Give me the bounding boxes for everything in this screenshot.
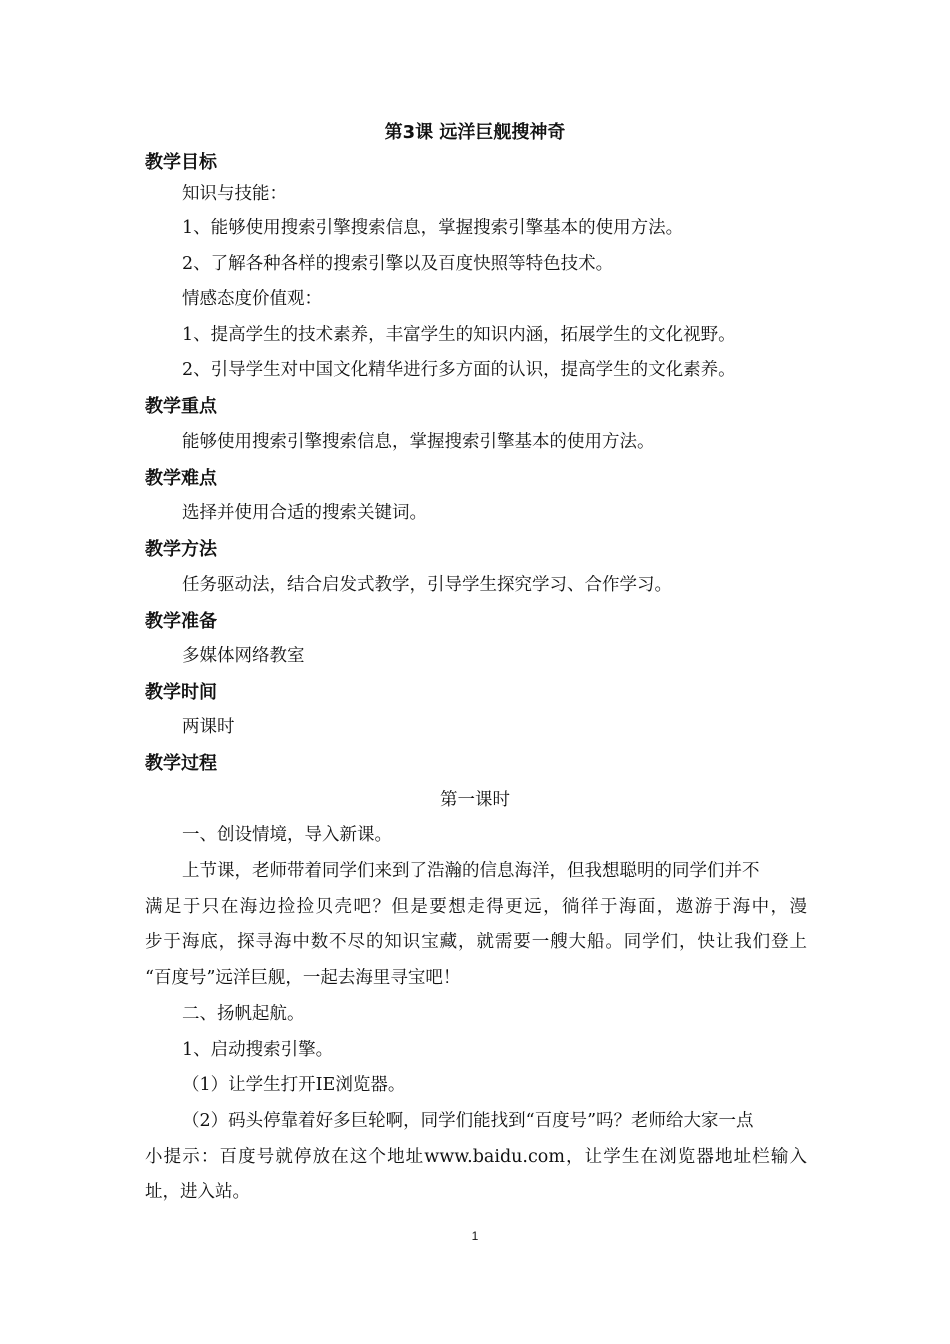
time-text: 两课时: [182, 717, 235, 737]
para1-line2: 满足于只在海边捡捡贝壳吧？但是要想走得更远，徜徉于海面，遨游于海中，漫: [145, 897, 807, 917]
heading-objectives: 教学目标: [145, 152, 217, 173]
emotion-item-1: 1、提高学生的技术素养，丰富学生的知识内涵，拓展学生的文化视野。: [182, 325, 736, 345]
sub-step-1-2-line3: 址，进入站。: [145, 1182, 250, 1202]
sub-step-1-2-line1: （2）码头停靠着好多巨轮啊，同学们能找到“百度号”吗？老师给大家一点: [182, 1111, 754, 1131]
knowledge-item-1: 1、能够使用搜索引擎搜索信息，掌握搜索引擎基本的使用方法。: [182, 218, 684, 238]
heading-method: 教学方法: [145, 539, 217, 560]
key-point-text: 能够使用搜索引擎搜索信息，掌握搜索引擎基本的使用方法。: [182, 432, 655, 452]
method-text: 任务驱动法，结合启发式教学，引导学生探究学习、合作学习。: [182, 575, 672, 595]
heading-difficulty: 教学难点: [145, 468, 217, 489]
sub-step-1: 1、启动搜索引擎。: [182, 1040, 334, 1060]
step-2: 二、扬帆起航。: [182, 1004, 305, 1024]
knowledge-item-2: 2、了解各种各样的搜索引擎以及百度快照等特色技术。: [182, 254, 614, 274]
heading-preparation: 教学准备: [145, 611, 217, 632]
heading-process: 教学过程: [145, 753, 217, 774]
preparation-text: 多媒体网络教室: [182, 646, 305, 666]
emotion-label: 情感态度价值观：: [182, 289, 322, 309]
knowledge-label: 知识与技能：: [182, 184, 287, 204]
heading-key-point: 教学重点: [145, 396, 217, 417]
para1-line3: 步于海底，探寻海中数不尽的知识宝藏，就需要一艘大船。同学们，快让我们登上: [145, 932, 807, 952]
step-1: 一、创设情境，导入新课。: [182, 825, 392, 845]
para1-line1: 上节课，老师带着同学们来到了浩瀚的信息海洋，但我想聪明的同学们并不: [182, 861, 760, 881]
emotion-item-2: 2、引导学生对中国文化精华进行多方面的认识，提高学生的文化素养。: [182, 360, 736, 380]
heading-time: 教学时间: [145, 682, 217, 703]
sub-step-1-2-line2: 小提示：百度号就停放在这个地址www.baidu.com，让学生在浏览器地址栏输入: [145, 1147, 807, 1167]
document-title: 第3课 远洋巨舰搜神奇: [384, 122, 566, 143]
difficulty-text: 选择并使用合适的搜索关键词。: [182, 503, 427, 523]
sub-step-1-1: （1）让学生打开IE浏览器。: [182, 1075, 406, 1095]
para1-line4: “百度号”远洋巨舰，一起去海里寻宝吧！: [145, 968, 461, 988]
lesson-title: 第一课时: [440, 790, 510, 810]
page-number: 1: [471, 1229, 479, 1243]
